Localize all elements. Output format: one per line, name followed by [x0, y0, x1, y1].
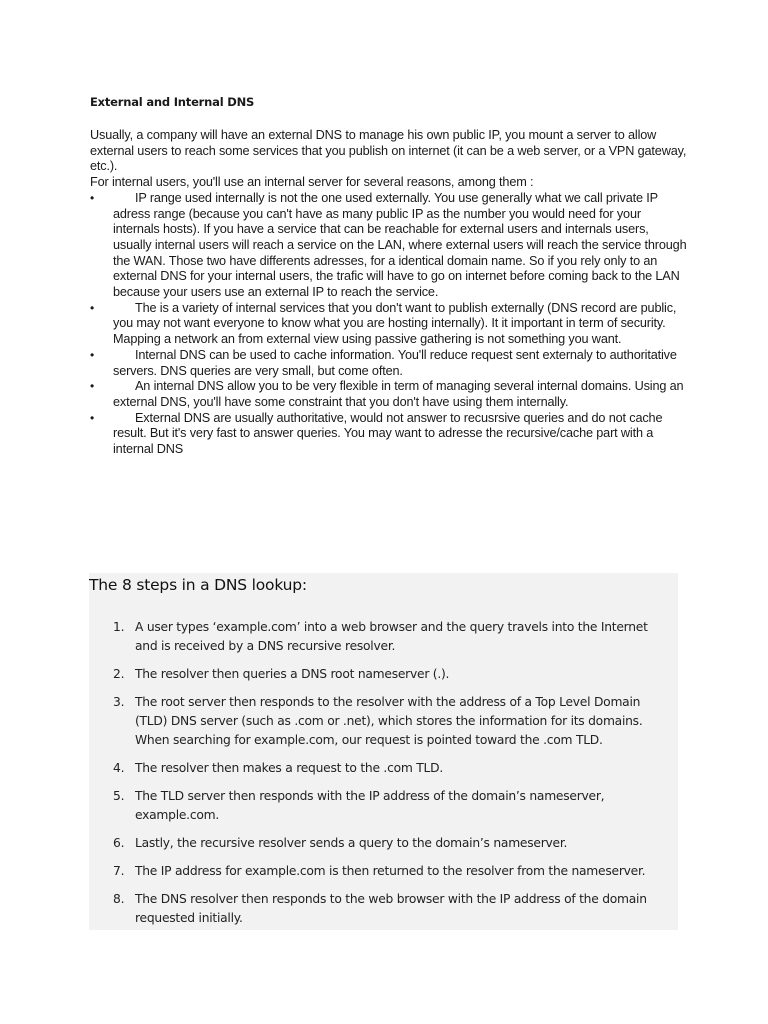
step-item	[113, 862, 663, 881]
list-item	[90, 301, 690, 348]
reasons-list	[90, 191, 690, 458]
step-item	[113, 759, 663, 778]
bullet-icon: •	[90, 379, 95, 394]
step-text: A user types ‘example.com’ into a web browser and the query travels into the Internet and is received by a DNS recursive resolver.	[135, 620, 648, 653]
step-item	[113, 890, 663, 928]
step-item	[113, 693, 663, 750]
list-item-text: An internal DNS allow you to be very flexible in term of managing several internal domains. Using an external DNS, you'll have some constraint that you don't have using them internally.	[113, 379, 684, 409]
section-heading: External and Internal DNS	[90, 95, 255, 109]
step-text: The resolver then makes a request to the .com TLD.	[135, 761, 444, 775]
step-text: The resolver then queries a DNS root nameserver (.).	[135, 667, 450, 681]
intro-paragraph: For internal users, you'll use an internal server for several reasons, among them :	[90, 175, 534, 190]
step-text: The IP address for example.com is then returned to the resolver from the nameserver.	[135, 864, 646, 878]
bullet-icon: •	[90, 347, 95, 362]
list-item	[90, 348, 690, 379]
bullet-icon: •	[90, 410, 95, 425]
step-text: The root server then responds to the resolver with the address of a Top Level Domain (TLD) DNS server (such as .com or .net), which stores the information for its domains. When searching for example.com, our request is pointed toward the .com TLD.	[135, 695, 643, 747]
step-number: 5.	[113, 789, 125, 803]
panel-title: The 8 steps in a DNS lookup:	[89, 576, 307, 594]
list-item-text: Internal DNS can be used to cache information. You'll reduce request sent externaly to authoritative servers. DNS queries are very small, but come often.	[113, 347, 677, 378]
list-item	[90, 411, 690, 458]
step-item	[113, 834, 663, 853]
bullet-icon: •	[90, 190, 95, 205]
steps-list	[113, 618, 663, 937]
list-item	[90, 191, 690, 301]
step-number: 3.	[113, 695, 125, 709]
list-item-text: External DNS are usually authoritative, would not answer to recusrsive queries and do not cache result. But it's very fast to answer queries. You may want to adresse the recursive/cache part with a internal DNS	[113, 410, 663, 457]
step-item	[113, 618, 663, 656]
step-number: 2.	[113, 667, 125, 681]
step-item	[113, 665, 663, 684]
section-body	[90, 128, 690, 458]
bullet-icon: •	[90, 300, 95, 315]
list-item-text: The is a variety of internal services that you don't want to publish externally (DNS record are public, you may not want everyone to know what you are hosting internally). It it important in term of security. Mapping a network an from external view using passive gathering is not something you want.	[113, 300, 677, 347]
step-text: Lastly, the recursive resolver sends a query to the domain’s nameserver.	[135, 836, 568, 850]
step-number: 8.	[113, 892, 125, 906]
dns-lookup-panel	[89, 573, 678, 930]
step-number: 7.	[113, 864, 125, 878]
step-text: The TLD server then responds with the IP address of the domain’s nameserver, example.com.	[135, 789, 605, 822]
list-item	[90, 379, 690, 410]
list-item-text: IP range used internally is not the one used externally. You use generally what we call private IP adress range (because you can't have as many public IP as the number you would need for your internals hosts). If you have a service that can be reachable for external users and internals users, usually internal users will reach a service on the LAN, where external users will reach the service through the WAN. Those two have differents adresses, for a identical domain name. So if you rely only to an external DNS for your internal users, the trafic will have to go on internet before coming back to the LAN because your users use an external IP to reach the service.	[113, 190, 687, 300]
step-item	[113, 787, 663, 825]
step-text: The DNS resolver then responds to the web browser with the IP address of the domain requested initially.	[135, 892, 647, 925]
step-number: 4.	[113, 761, 125, 775]
step-number: 1.	[113, 620, 125, 634]
step-number: 6.	[113, 836, 125, 850]
intro-paragraph: Usually, a company will have an external DNS to manage his own public IP, you mount a server to allow external users to reach some services that you publish on internet (it can be a web server, or a VPN gateway, etc.).	[90, 128, 687, 174]
